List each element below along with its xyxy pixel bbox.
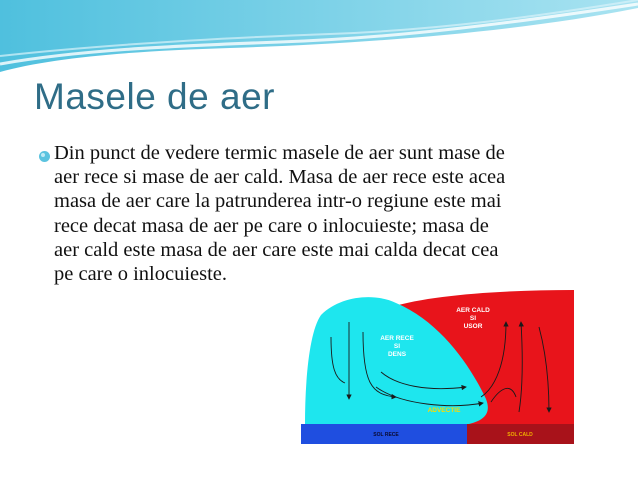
- slide-title: Masele de aer: [34, 76, 275, 117]
- cold-air-label: AER RECE: [380, 335, 414, 342]
- warm-air-label: AER CALD: [456, 307, 490, 314]
- warm-air-label: USOR: [463, 323, 483, 330]
- header-wave-decoration: [0, 0, 638, 75]
- paragraph-line: rece decat masa de aer pe care o inlocuieste; masa de: [54, 214, 489, 237]
- advection-label: ADVECTIE: [427, 407, 461, 414]
- cold-air-label: DENS: [387, 351, 407, 358]
- cold-ground-label: SOL RECE: [373, 432, 399, 438]
- cold-air-label: SI: [393, 343, 401, 350]
- circle-bullet-icon: [37, 149, 52, 164]
- paragraph-line: aer cald este masa de aer care este mai calda decat cea: [54, 238, 499, 261]
- air-mass-diagram: [301, 287, 574, 444]
- paragraph-line: aer rece si mase de aer cald. Masa de aer rece este acea: [54, 166, 506, 189]
- warm-air-label: SI: [469, 315, 477, 322]
- bullet-paragraph: [54, 141, 606, 286]
- paragraph-line: masa de aer care la patrunderea intr-o regiune este mai: [54, 190, 502, 213]
- paragraph-line: Din punct de vedere termic masele de aer sunt mase de: [54, 142, 505, 164]
- paragraph-line: pe care o inlocuieste.: [54, 263, 228, 286]
- warm-ground-label: SOL CALD: [507, 432, 533, 438]
